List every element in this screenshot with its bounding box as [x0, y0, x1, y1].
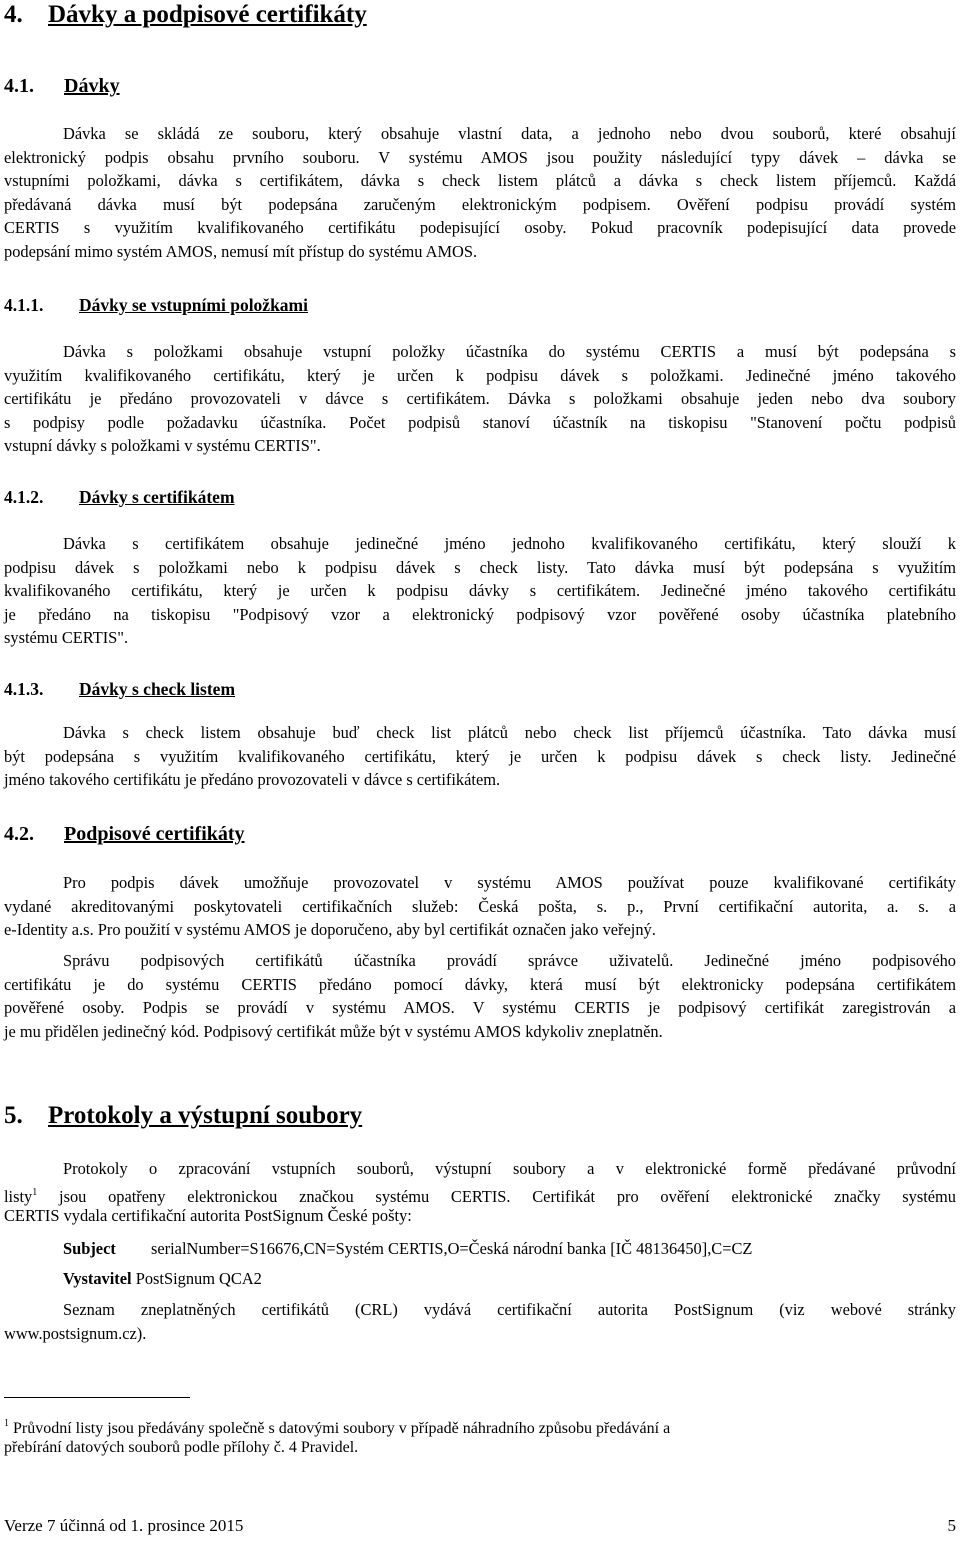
heading-title: Podpisové certifikáty — [64, 823, 245, 845]
heading-section-4-1-3 — [4, 679, 235, 700]
subject-value: serialNumber=S16676,CN=Systém CERTIS,O=Česká národní banka [IČ 48136450],C=CZ — [151, 1239, 753, 1258]
heading-title: Dávky a podpisové certifikáty — [48, 1, 367, 28]
heading-number: 4.1.1. — [4, 295, 44, 315]
heading-title: Dávky s check listem — [79, 679, 236, 699]
text-line: Pro podpis dávek umožňuje provozovatel v systému AMOS používat pouze kvalifikované certifikáty — [63, 873, 956, 892]
page-number: 5 — [947, 1516, 956, 1535]
heading-title: Dávky — [64, 75, 120, 97]
paragraph-podpisove-certifikaty-2 — [4, 949, 956, 1043]
subject-label: Subject — [63, 1239, 116, 1258]
footnote-line — [4, 1412, 956, 1436]
paragraph-protokoly — [4, 1157, 956, 1228]
footnote-mark: 1 — [4, 1418, 9, 1429]
footnote — [4, 1412, 956, 1459]
text-line: Dávka se skládá ze souboru, který obsahuje vlastní data, a jednoho nebo dvou souborů, které obsahují — [63, 124, 956, 143]
text-line: CERTIS s využitím kvalifikovaného certifikátu podepisující osoby. Pokud pracovník podepisující data provede — [4, 218, 956, 238]
text-line: certifikátu je do systému CERTIS předáno pomocí dávky, která musí být elektronicky podepsána certifikátem — [4, 974, 956, 994]
paragraph-davky — [4, 122, 956, 264]
page-footer — [4, 1516, 956, 1536]
text-line: je předáno na tiskopisu "Podpisový vzor a elektronický podpisový vzor pověřené osoby účastníka platebního — [4, 604, 956, 624]
footnote-separator — [4, 1397, 190, 1398]
text-line: být podepsána s využitím kvalifikovaného certifikátu, který je určen k podpisu dávek s check listy. Jedinečné — [4, 746, 956, 766]
text-line: podpisu dávek s položkami nebo k podpisu dávek s check listy. Tato dávka musí být podepsána s využitím — [4, 557, 956, 577]
paragraph-check-list — [4, 721, 956, 792]
text-line: CERTIS vydala certifikační autorita PostSignum České pošty: — [4, 1206, 412, 1226]
heading-title: Dávky se vstupními položkami — [79, 295, 308, 315]
text-fragment: jsou opatřeny elektronickou značkou systému CERTIS. Certifikát pro ověření elektronické značky systému — [37, 1186, 956, 1206]
text-line: Seznam zneplatněných certifikátů (CRL) vydává certifikační autorita PostSignum (viz webové stránky — [63, 1300, 956, 1319]
heading-number: 4.1.2. — [4, 487, 44, 507]
text-line: Dávka s certifikátem obsahuje jedinečné jméno jednoho kvalifikovaného certifikátu, který slouží k — [63, 534, 956, 553]
heading-section-5 — [4, 1102, 362, 1130]
heading-section-4-1 — [4, 75, 120, 98]
text-line: Dávka s check listem obsahuje buď check list plátců nebo check list příjemců účastníka. Tato dávka musí — [63, 723, 956, 742]
heading-number: 4.2. — [4, 823, 34, 845]
text-line: Dávka s položkami obsahuje vstupní položky účastníka do systému CERTIS a musí být podepsána s — [63, 342, 956, 361]
version-text: Verze 7 účinná od 1. prosince 2015 — [4, 1516, 244, 1535]
text-line: kvalifikovaného certifikátu, který je určen k podpisu dávky s certifikátem. Jedinečné jméno takového certifikátu — [4, 581, 956, 601]
text-line: www.postsignum.cz). — [4, 1323, 147, 1343]
heading-section-4-1-2 — [4, 487, 235, 508]
text-line: jméno takového certifikátu je předáno provozovateli v dávce s certifikátem. — [4, 770, 501, 790]
heading-number: 5. — [4, 1102, 23, 1129]
text-line: vydané akreditovanými poskytovateli certifikačních služeb: Česká pošta, s. p., První certifikační autorita, a. s. a — [4, 896, 956, 916]
text-line: systému CERTIS". — [4, 628, 129, 648]
paragraph-certifikat — [4, 532, 956, 650]
text-fragment: listy — [4, 1186, 33, 1206]
text-line: Správu podpisových certifikátů účastníka provádí správce uživatelů. Jedinečné jméno podpisového — [63, 951, 956, 970]
issuer-label: Vystavitel — [63, 1269, 132, 1288]
heading-section-4-1-1 — [4, 295, 308, 316]
text-line: certifikátu je předáno provozovateli v dávce s certifikátem. Dávka s položkami obsahuje jeden nebo dva soubory — [4, 389, 956, 409]
paragraph-crl — [4, 1298, 956, 1345]
text-line: využitím kvalifikovaného certifikátu, který je určen k podpisu dávek s položkami. Jedinečné jméno takového — [4, 365, 956, 385]
footnote-line: přebírání datových souborů podle přílohy č. 4 Pravidel. — [4, 1438, 359, 1456]
text-line: vstupními položkami, dávka s certifikátem, dávka s check listem plátců a dávka s check listem příjemců. Každá — [4, 171, 956, 191]
heading-number: 4.1.3. — [4, 679, 44, 699]
text-line: vstupní dávky s položkami v systému CERTIS". — [4, 436, 321, 456]
heading-section-4 — [4, 1, 367, 29]
certificate-subject — [4, 1237, 956, 1261]
footnote-reference: 1 — [32, 1186, 38, 1198]
text-line: Protokoly o zpracování vstupních souborů, výstupní soubory a v elektronické formě předávané průvodní — [63, 1159, 956, 1178]
text-line — [4, 1181, 956, 1205]
issuer-line — [4, 1267, 956, 1291]
heading-number: 4.1. — [4, 75, 34, 97]
text-line: pověřené osoby. Podpis se provádí v systému AMOS. V systému CERTIS je podpisový certifikát zaregistrován a — [4, 998, 956, 1018]
heading-number: 4. — [4, 1, 23, 28]
heading-title: Dávky s certifikátem — [79, 487, 235, 507]
issuer-value: PostSignum QCA2 — [131, 1269, 262, 1288]
paragraph-podpisove-certifikaty-1 — [4, 871, 956, 942]
text-line: e-Identity a.s. Pro použití v systému AMOS je doporučeno, aby byl certifikát označen jako veřejný. — [4, 920, 656, 940]
subject-line — [4, 1237, 956, 1261]
heading-section-4-2 — [4, 823, 245, 846]
heading-title: Protokoly a výstupní soubory — [48, 1102, 363, 1129]
text-line: podepsání mimo systém AMOS, nemusí mít přístup do systému AMOS. — [4, 241, 478, 261]
text-line: je mu přidělen jedinečný kód. Podpisový certifikát může být v systému AMOS kdykoliv zneplatněn. — [4, 1021, 663, 1041]
text-line: s podpisy podle požadavku účastníka. Počet podpisů stanoví účastník na tiskopisu "Stanovení počtu podpisů — [4, 412, 956, 432]
text-fragment: Průvodní listy jsou předávány společně s datovými soubory v případě náhradního způsobu předávání a — [9, 1420, 671, 1437]
certificate-issuer — [4, 1267, 956, 1291]
text-line: předávaná dávka musí být podepsána zaručeným elektronickým podpisem. Ověření podpisu provádí systém — [4, 194, 956, 214]
paragraph-vstupni-polozky — [4, 340, 956, 458]
text-line: elektronický podpis obsahu prvního souboru. V systému AMOS jsou použity následující typy dávek – dávka se — [4, 147, 956, 167]
